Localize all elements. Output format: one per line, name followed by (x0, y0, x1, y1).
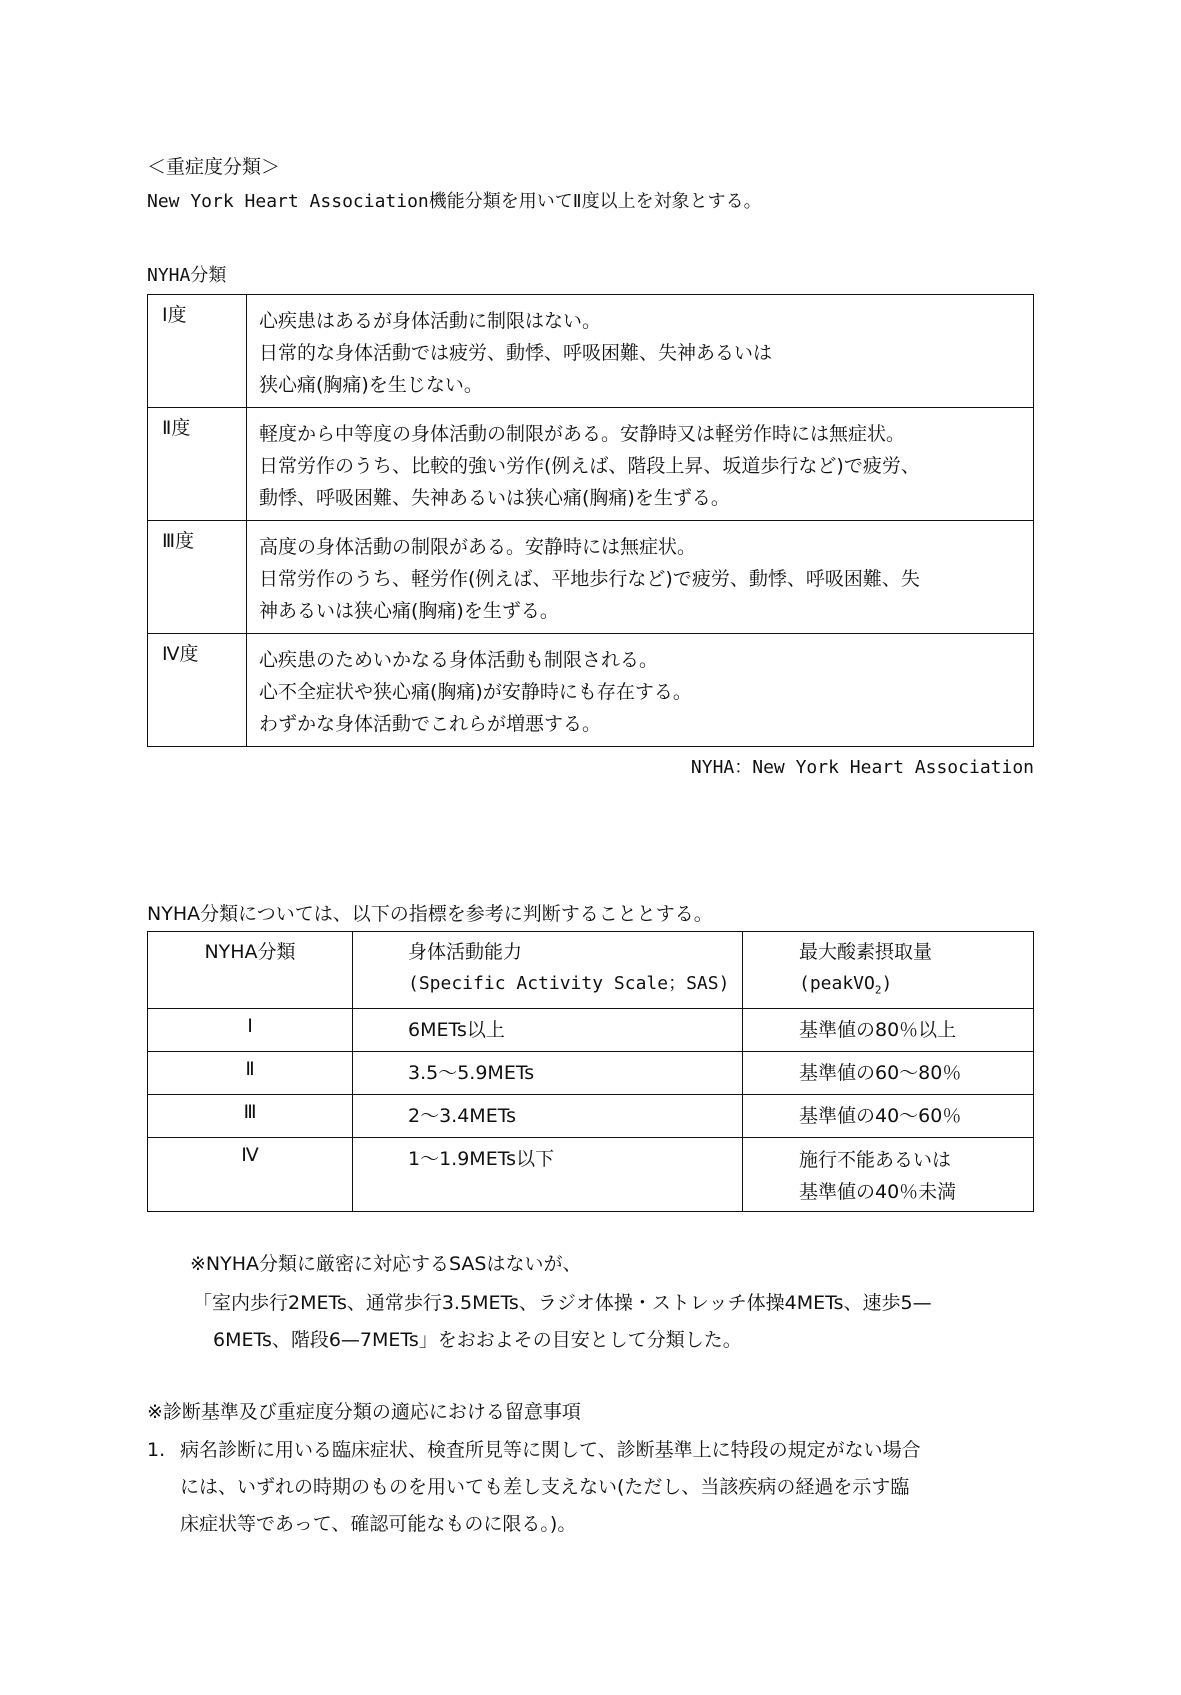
description-cell (247, 408, 1034, 521)
header-label (799, 968, 1033, 1007)
description-line: 日常労作のうち、軽労作(例えば、平地歩行など)で疲労、動悸、呼吸困難、失 (259, 568, 920, 590)
sas-cell: 6METs以上 (353, 1009, 743, 1052)
indicator-intro: NYHA分類については、以下の指標を参考に判断することとする。 (147, 903, 713, 925)
description-line: 軽度から中等度の身体活動の制限がある。安静時又は軽労作時には無症状。 (259, 423, 906, 445)
vo2-cell: 基準値の40～60％ (743, 1095, 1034, 1138)
caveat-item-line: 床症状等であって、確認可能なものに限る。)。 (180, 1513, 577, 1535)
table-row (148, 1052, 1034, 1095)
grade-cell (148, 521, 247, 634)
grade-cell: Ⅲ (148, 1095, 353, 1138)
description-line: わずかな身体活動でこれらが増悪する。 (259, 713, 602, 735)
grade-cell: Ⅳ (148, 1138, 353, 1212)
description-line: 心疾患はあるが身体活動に制限はない。 (259, 310, 602, 332)
header-nyha (148, 932, 353, 1009)
grade-label: Ⅳ度 (162, 643, 199, 665)
header-subscript: 2 (874, 983, 882, 997)
header-sas (353, 932, 743, 1009)
grade-cell (148, 408, 247, 521)
header-label: 身体活動能力 (408, 941, 523, 963)
section-title: ＜重症度分類＞ (147, 156, 281, 178)
note-line-1: ※NYHA分類に厳密に対応するSASはないが、 (190, 1253, 582, 1275)
vo2-cell (743, 1138, 1034, 1212)
table-row (148, 408, 1034, 521)
intro-text: New York Heart Association機能分類を用いてⅡ度以上を対象とする。 (147, 191, 762, 212)
grade-label: Ⅱ度 (162, 417, 191, 439)
table-row (148, 634, 1034, 747)
table-row (148, 1095, 1034, 1138)
grade-cell (148, 295, 247, 408)
grade-cell (148, 634, 247, 747)
description-line: 心不全症状や狭心痛(胸痛)が安静時にも存在する。 (259, 681, 692, 703)
description-line: 日常労作のうち、比較的強い労作(例えば、階段上昇、坂道歩行など)で疲労、 (259, 455, 920, 477)
caveat-item-line: 病名診断に用いる臨床症状、検査所見等に関して、診断基準上に特段の規定がない場合 (180, 1439, 921, 1461)
caveat-item-number: 1. (147, 1439, 166, 1461)
description-cell (247, 634, 1034, 747)
description-cell (247, 521, 1034, 634)
vo2-cell: 基準値の60～80％ (743, 1052, 1034, 1095)
caveats-title: ※診断基準及び重症度分類の適応における留意事項 (147, 1401, 581, 1423)
note-line-3: 6METs、階段6—7METs」をおおよその目安として分類した。 (213, 1329, 742, 1351)
description-line: 神あるいは狭心痛(胸痛)を生ずる。 (259, 600, 559, 622)
table-header-row (148, 932, 1034, 1009)
table-row (148, 295, 1034, 408)
grade-cell: Ⅰ (148, 1009, 353, 1052)
header-label: (Specific Activity Scale；SAS) (408, 973, 730, 994)
indicator-table (147, 931, 1034, 1212)
grade-label: Ⅲ度 (162, 530, 195, 552)
vo2-cell: 基準値の80％以上 (743, 1009, 1034, 1052)
vo2-line: 基準値の40％未満 (799, 1181, 957, 1203)
nyha-table-caption: NYHA分類 (147, 265, 227, 286)
header-label: NYHA分類 (204, 941, 296, 963)
description-line: 狭心痛(胸痛)を生じない。 (259, 374, 483, 396)
description-line: 動悸、呼吸困難、失神あるいは狭心痛(胸痛)を生ずる。 (259, 487, 730, 509)
grade-label: Ⅰ度 (162, 304, 187, 326)
header-label-part: ) (881, 973, 893, 994)
table-row (148, 521, 1034, 634)
nyha-classification-table (147, 294, 1034, 747)
grade-cell: Ⅱ (148, 1052, 353, 1095)
note-line-2: 「室内歩行2METs、通常歩行3.5METs、ラジオ体操・ストレッチ体操4METs、速歩5— (193, 1292, 932, 1314)
vo2-line: 施行不能あるいは (799, 1149, 952, 1171)
description-line: 日常的な身体活動では疲労、動悸、呼吸困難、失神あるいは (259, 342, 773, 364)
description-line: 高度の身体活動の制限がある。安静時には無症状。 (259, 536, 697, 558)
caveat-item-line: には、いずれの時期のものを用いても差し支えない(ただし、当該疾病の経過を示す臨 (180, 1476, 910, 1498)
nyha-footnote: NYHA：New York Heart Association (690, 757, 1034, 778)
header-label: 最大酸素摂取量 (799, 941, 933, 963)
sas-cell: 3.5～5.9METs (353, 1052, 743, 1095)
header-vo2 (743, 932, 1034, 1009)
table-row (148, 1009, 1034, 1052)
sas-cell: 1～1.9METs以下 (353, 1138, 743, 1212)
table-row (148, 1138, 1034, 1212)
sas-cell: 2～3.4METs (353, 1095, 743, 1138)
header-label-part: (peakVO (799, 973, 875, 994)
description-line: 心疾患のためいかなる身体活動も制限される。 (259, 649, 659, 671)
description-cell (247, 295, 1034, 408)
